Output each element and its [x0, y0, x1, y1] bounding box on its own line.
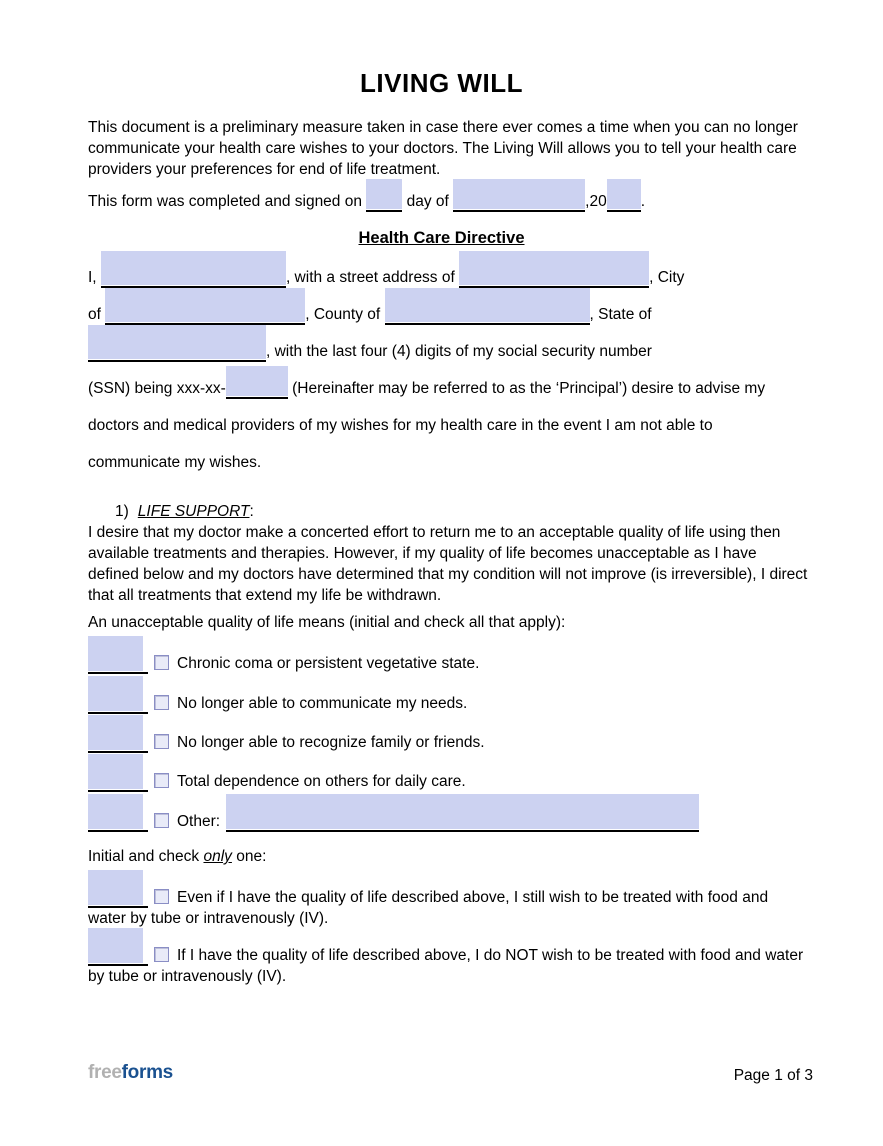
- county-field[interactable]: [385, 317, 590, 325]
- initials-field[interactable]: [88, 706, 148, 714]
- street-address-field[interactable]: [459, 280, 649, 288]
- freeforms-logo: [88, 1062, 173, 1084]
- life-support-title: LIFE SUPPORT: [137, 503, 250, 520]
- initials-field[interactable]: [88, 958, 148, 966]
- prompt-post: one:: [236, 848, 267, 865]
- option-label: Total dependence on others for daily care.: [177, 773, 466, 790]
- principal-name-field[interactable]: [101, 280, 286, 288]
- sentence-period: .: [640, 193, 646, 210]
- city-label: , City: [649, 269, 685, 286]
- logo-forms-text: forms: [121, 1062, 173, 1083]
- option-label: No longer able to recognize family or friends.: [177, 734, 485, 751]
- checkbox-icon[interactable]: [154, 695, 169, 710]
- principal-clause: (Hereinafter may be referred to as the ‘Principal’) desire to advise my: [292, 380, 766, 397]
- i-label: I,: [88, 269, 97, 286]
- checkbox-icon[interactable]: [154, 734, 169, 749]
- directive-line-3: [88, 341, 652, 362]
- state-field[interactable]: [88, 354, 266, 362]
- day-field[interactable]: [366, 204, 402, 212]
- prompt-only: only: [203, 848, 232, 865]
- option-row-recognize: [88, 733, 485, 753]
- option-row-communicate: [88, 694, 467, 714]
- directive-line-4: [88, 378, 765, 399]
- signed-date-line: [88, 191, 645, 212]
- directive-line-2: [88, 304, 652, 325]
- prompt-pre: Initial and check: [88, 848, 200, 865]
- logo-free-text: free: [88, 1062, 122, 1083]
- section-number: 1): [115, 503, 129, 520]
- page-title: LIVING WILL: [360, 68, 523, 98]
- checkbox-icon[interactable]: [154, 947, 169, 962]
- directive-line-6: communicate my wishes.: [88, 454, 262, 471]
- life-support-heading: [115, 501, 254, 522]
- option-row-coma: [88, 654, 479, 674]
- initials-field[interactable]: [88, 824, 148, 832]
- exclusive-option-feed: [88, 887, 810, 929]
- directive-line-1: [88, 267, 684, 288]
- street-label: , with a street address of: [285, 269, 455, 286]
- checkbox-icon[interactable]: [154, 813, 169, 828]
- checkbox-icon[interactable]: [154, 889, 169, 904]
- year-prefix: ,20: [585, 193, 607, 210]
- year-field[interactable]: [607, 204, 641, 212]
- initials-field[interactable]: [88, 900, 148, 908]
- other-text-field[interactable]: [226, 824, 699, 832]
- health-care-directive-heading: Health Care Directive: [358, 229, 525, 247]
- city-field[interactable]: [105, 317, 305, 325]
- option-label: Even if I have the quality of life described above, I still wish to be treated with food and water by tube or intravenously (IV).: [88, 889, 769, 927]
- option-label: No longer able to communicate my needs.: [177, 695, 468, 712]
- quality-of-life-prompt: An unacceptable quality of life means (initial and check all that apply):: [88, 614, 566, 631]
- ssn-last4-field[interactable]: [226, 391, 288, 399]
- ssn-lead-label: (SSN) being xxx-xx-: [88, 380, 226, 397]
- heading-colon: :: [249, 503, 254, 520]
- ssn-intro-label: , with the last four (4) digits of my social security number: [266, 343, 652, 360]
- exclusive-option-no-feed: [88, 945, 810, 987]
- state-label: , State of: [589, 306, 652, 323]
- initials-field[interactable]: [88, 784, 148, 792]
- option-row-dependence: [88, 772, 466, 792]
- county-label: , County of: [305, 306, 381, 323]
- section-heading-wrap: [0, 229, 883, 248]
- initial-check-one-prompt: [88, 846, 266, 867]
- option-label: If I have the quality of life described above, I do NOT wish to be treated with food and water by tube or intravenously (IV).: [88, 947, 804, 985]
- month-field[interactable]: [453, 204, 585, 212]
- directive-line-5: doctors and medical providers of my wishes for my health care in the event I am not able to: [88, 417, 713, 434]
- checkbox-icon[interactable]: [154, 773, 169, 788]
- day-of-label: day of: [406, 193, 449, 210]
- checkbox-icon[interactable]: [154, 655, 169, 670]
- initials-field[interactable]: [88, 666, 148, 674]
- option-row-other: [88, 812, 699, 832]
- option-label: Chronic coma or persistent vegetative state.: [177, 655, 480, 672]
- page-indicator: Page 1 of 3: [733, 1067, 813, 1084]
- intro-paragraph: This document is a preliminary measure taken in case there ever comes a time when you can no longer communicate your health care wishes to your doctors. The Living Will allows you to tell your health care providers your preferences for end of life treatment.: [88, 119, 798, 178]
- signed-prefix: This form was completed and signed on: [88, 193, 362, 210]
- initials-field[interactable]: [88, 745, 148, 753]
- of-label: of: [88, 306, 101, 323]
- life-support-paragraph: I desire that my doctor make a concerted effort to return me to an acceptable quality of life using then available treatments and therapies. However, if my quality of life becomes unacceptable as I have defined below and my doctors have determined that my condition will not improve (is irreversible), I direct that all treatments that extend my life be withdrawn.: [88, 524, 808, 604]
- option-label: Other:: [177, 813, 221, 830]
